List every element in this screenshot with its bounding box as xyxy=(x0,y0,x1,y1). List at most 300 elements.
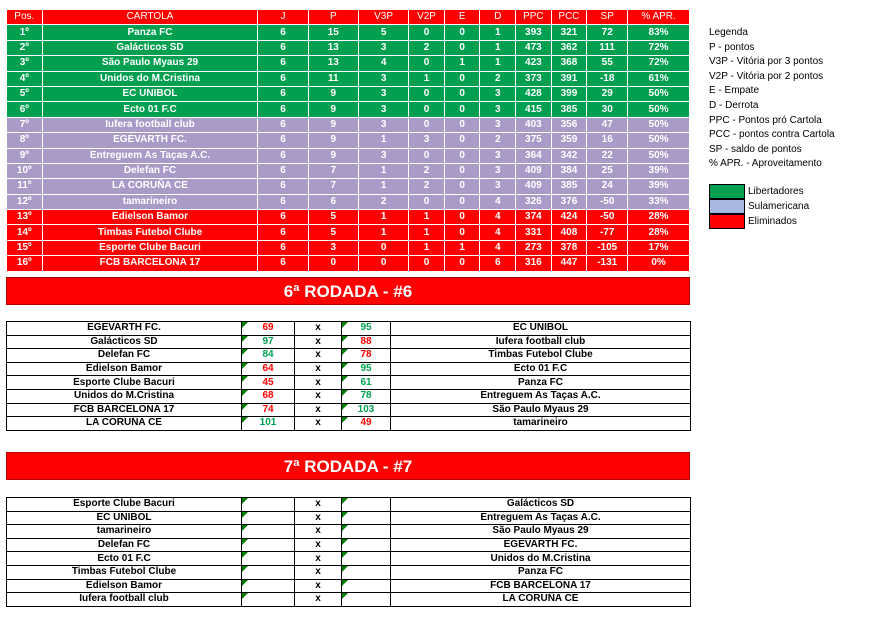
standings-row xyxy=(7,225,690,240)
legend-item: E - Empate xyxy=(709,85,760,97)
standings-cell: 4º xyxy=(7,71,43,86)
home-team: LA CORUÑA CE xyxy=(7,417,242,431)
home-team: Edielson Bamor xyxy=(7,579,242,593)
standings-cell: 384 xyxy=(551,163,587,178)
standings-cell: 9 xyxy=(308,102,358,117)
standings-cell: 0 xyxy=(444,179,480,194)
zone-legend-row xyxy=(709,214,809,229)
team-name-cell: EGEVARTH FC. xyxy=(42,133,258,148)
standings-cell: 6 xyxy=(258,148,308,163)
standings-header-cell: V2P xyxy=(409,10,445,25)
home-team: FCB BARCELONA 17 xyxy=(7,403,242,417)
round6-matches-table xyxy=(6,321,691,431)
away-team: São Paulo Myaus 29 xyxy=(391,403,691,417)
standings-cell: 9 xyxy=(308,86,358,101)
standings-cell: 3 xyxy=(480,179,516,194)
legend-title: Legenda xyxy=(709,27,748,38)
legend xyxy=(709,26,835,172)
team-name-cell: Panza FC xyxy=(42,25,258,40)
standings-cell: 0 xyxy=(308,256,358,271)
standings-cell: 0 xyxy=(444,163,480,178)
away-team: Iufera football club xyxy=(391,335,691,349)
team-name-cell: FCB BARCELONA 17 xyxy=(42,256,258,271)
standings-cell: -131 xyxy=(587,256,628,271)
away-score: 78 xyxy=(342,349,391,363)
away-score: 49 xyxy=(342,417,391,431)
standings-cell: 362 xyxy=(551,40,587,55)
away-team: Panza FC xyxy=(391,376,691,390)
match-row xyxy=(7,593,691,607)
standings-cell: 0 xyxy=(444,210,480,225)
legend-item: V2P - Vitória por 2 pontos xyxy=(709,70,824,82)
team-name-cell: LA CORUÑA CE xyxy=(42,179,258,194)
standings-cell: 6 xyxy=(258,71,308,86)
standings-cell: 409 xyxy=(516,179,552,194)
standings-cell: 0 xyxy=(409,56,445,71)
standings-cell: 13 xyxy=(308,56,358,71)
standings-cell: 326 xyxy=(516,194,552,209)
standings-cell: 22 xyxy=(587,148,628,163)
zone-legend-row xyxy=(709,184,809,199)
standings-cell: 50% xyxy=(628,133,690,148)
standings-cell: 6 xyxy=(258,102,308,117)
standings-cell: 423 xyxy=(516,56,552,71)
zone-label: Libertadores xyxy=(748,186,804,197)
legend-item: PCC - pontos contra Cartola xyxy=(709,129,835,141)
standings-cell: 378 xyxy=(551,240,587,255)
standings-cell: 6 xyxy=(258,133,308,148)
standings-cell: 47 xyxy=(587,117,628,132)
away-score: 78 xyxy=(342,389,391,403)
away-team: EC UNIBOL xyxy=(391,322,691,336)
standings-cell: 24 xyxy=(587,179,628,194)
zone-color-swatch xyxy=(709,184,745,199)
team-name-cell: Entreguem As Taças A.C. xyxy=(42,148,258,163)
standings-row xyxy=(7,56,690,71)
standings-cell: 1 xyxy=(358,210,408,225)
match-row xyxy=(7,362,691,376)
standings-cell: 5 xyxy=(308,210,358,225)
standings-cell: 11º xyxy=(7,179,43,194)
versus-label: x xyxy=(295,525,342,539)
standings-cell: 3 xyxy=(480,148,516,163)
home-score xyxy=(242,565,295,579)
away-score xyxy=(342,498,391,512)
home-score xyxy=(242,593,295,607)
standings-cell: -105 xyxy=(587,240,628,255)
standings-cell: 8º xyxy=(7,133,43,148)
standings-cell: 356 xyxy=(551,117,587,132)
standings-cell: 0 xyxy=(358,240,408,255)
standings-row xyxy=(7,133,690,148)
standings-cell: 30 xyxy=(587,102,628,117)
standings-cell: 2 xyxy=(409,40,445,55)
standings-cell: 0 xyxy=(409,86,445,101)
home-score xyxy=(242,579,295,593)
standings-cell: 359 xyxy=(551,133,587,148)
standings-header-cell: J xyxy=(258,10,308,25)
round6-banner: 6ª RODADA - #6 xyxy=(6,277,690,305)
home-team: Galácticos SD xyxy=(7,335,242,349)
home-team: Ecto 01 F.C xyxy=(7,552,242,566)
home-team: tamarineiro xyxy=(7,525,242,539)
legend-item: V3P - Vitória por 3 pontos xyxy=(709,56,824,68)
standings-cell: 273 xyxy=(516,240,552,255)
standings-cell: 4 xyxy=(480,210,516,225)
team-name-cell: Ecto 01 F.C xyxy=(42,102,258,117)
standings-cell: 6 xyxy=(258,225,308,240)
match-row xyxy=(7,538,691,552)
match-row xyxy=(7,389,691,403)
standings-cell: 33% xyxy=(628,194,690,209)
standings-row xyxy=(7,210,690,225)
standings-cell: 1 xyxy=(358,163,408,178)
standings-cell: 6 xyxy=(258,86,308,101)
away-score xyxy=(342,538,391,552)
standings-cell: 6 xyxy=(258,163,308,178)
team-name-cell: tamarineiro xyxy=(42,194,258,209)
home-team: Esporte Clube Bacuri xyxy=(7,376,242,390)
standings-cell: 0 xyxy=(409,194,445,209)
standings-cell: 61% xyxy=(628,71,690,86)
match-row xyxy=(7,322,691,336)
standings-cell: 6 xyxy=(258,210,308,225)
standings-cell: 0 xyxy=(409,148,445,163)
standings-cell: 6 xyxy=(308,194,358,209)
home-team: EGEVARTH FC. xyxy=(7,322,242,336)
standings-cell: 374 xyxy=(516,210,552,225)
standings-cell: 0 xyxy=(444,117,480,132)
versus-label: x xyxy=(295,552,342,566)
away-score xyxy=(342,511,391,525)
away-team: Entreguem As Taças A.C. xyxy=(391,389,691,403)
away-score: 95 xyxy=(342,362,391,376)
standings-header-cell: PPC xyxy=(516,10,552,25)
team-name-cell: Edielson Bamor xyxy=(42,210,258,225)
home-score: 74 xyxy=(242,403,295,417)
team-name-cell: São Paulo Myaus 29 xyxy=(42,56,258,71)
home-score xyxy=(242,552,295,566)
standings-cell: 428 xyxy=(516,86,552,101)
standings-cell: 1 xyxy=(480,56,516,71)
standings-cell: 9 xyxy=(308,148,358,163)
standings-cell: 3 xyxy=(480,102,516,117)
standings-header-row xyxy=(7,10,690,25)
zone-label: Eliminados xyxy=(748,216,797,227)
home-score: 97 xyxy=(242,335,295,349)
standings-header-cell: E xyxy=(444,10,480,25)
standings-row xyxy=(7,40,690,55)
match-row xyxy=(7,403,691,417)
legend-item: P - pontos xyxy=(709,41,755,53)
standings-cell: 6 xyxy=(258,25,308,40)
versus-label: x xyxy=(295,376,342,390)
home-team: Delefan FC xyxy=(7,538,242,552)
standings-row xyxy=(7,71,690,86)
versus-label: x xyxy=(295,498,342,512)
match-row xyxy=(7,579,691,593)
match-row xyxy=(7,376,691,390)
standings-cell: 321 xyxy=(551,25,587,40)
standings-cell: 1 xyxy=(480,40,516,55)
standings-cell: 13 xyxy=(308,40,358,55)
versus-label: x xyxy=(295,349,342,363)
standings-cell: 408 xyxy=(551,225,587,240)
standings-table xyxy=(6,9,690,272)
standings-cell: 1 xyxy=(409,240,445,255)
standings-cell: 3 xyxy=(358,148,408,163)
standings-cell: 4 xyxy=(480,225,516,240)
standings-cell: 7 xyxy=(308,163,358,178)
standings-cell: 72% xyxy=(628,56,690,71)
team-name-cell: Iufera football club xyxy=(42,117,258,132)
zone-legend-row xyxy=(709,199,809,214)
match-row xyxy=(7,511,691,525)
standings-cell: 6 xyxy=(258,256,308,271)
standings-cell: 28% xyxy=(628,210,690,225)
standings-cell: 447 xyxy=(551,256,587,271)
standings-cell: 0 xyxy=(444,25,480,40)
away-team: Panza FC xyxy=(391,565,691,579)
away-team: Galácticos SD xyxy=(391,498,691,512)
zone-color-swatch xyxy=(709,214,745,229)
versus-label: x xyxy=(295,389,342,403)
standings-cell: 1 xyxy=(409,210,445,225)
standings-cell: 393 xyxy=(516,25,552,40)
standings-cell: 4 xyxy=(480,194,516,209)
legend-item: SP - saldo de pontos xyxy=(709,143,802,155)
standings-cell: 72 xyxy=(587,25,628,40)
match-row xyxy=(7,552,691,566)
standings-cell: 39% xyxy=(628,179,690,194)
standings-cell: 7º xyxy=(7,117,43,132)
standings-row xyxy=(7,86,690,101)
standings-cell: 4 xyxy=(358,56,408,71)
standings-cell: 1 xyxy=(444,240,480,255)
home-score: 101 xyxy=(242,417,295,431)
away-score xyxy=(342,593,391,607)
standings-cell: 2 xyxy=(480,71,516,86)
standings-cell: 368 xyxy=(551,56,587,71)
standings-cell: 1 xyxy=(444,56,480,71)
standings-cell: 415 xyxy=(516,102,552,117)
versus-label: x xyxy=(295,579,342,593)
standings-cell: 331 xyxy=(516,225,552,240)
standings-cell: 0 xyxy=(409,25,445,40)
home-team: Edielson Bamor xyxy=(7,362,242,376)
away-team: FCB BARCELONA 17 xyxy=(391,579,691,593)
standings-cell: 2 xyxy=(358,194,408,209)
standings-cell: 16º xyxy=(7,256,43,271)
standings-cell: 39% xyxy=(628,163,690,178)
away-team: LA CORUÑA CE xyxy=(391,593,691,607)
home-score: 68 xyxy=(242,389,295,403)
home-team: Delefan FC xyxy=(7,349,242,363)
standings-cell: -50 xyxy=(587,194,628,209)
standings-cell: 29 xyxy=(587,86,628,101)
home-score xyxy=(242,498,295,512)
standings-cell: 373 xyxy=(516,71,552,86)
standings-cell: 13º xyxy=(7,210,43,225)
home-score: 84 xyxy=(242,349,295,363)
standings-cell: 375 xyxy=(516,133,552,148)
home-score: 45 xyxy=(242,376,295,390)
standings-cell: 473 xyxy=(516,40,552,55)
versus-label: x xyxy=(295,362,342,376)
standings-cell: 1º xyxy=(7,25,43,40)
round7-matches-table xyxy=(6,497,691,607)
home-score: 64 xyxy=(242,362,295,376)
standings-row xyxy=(7,25,690,40)
standings-cell: 6 xyxy=(258,56,308,71)
legend-item: % APR. - Aproveitamento xyxy=(709,158,822,170)
match-row xyxy=(7,565,691,579)
versus-label: x xyxy=(295,511,342,525)
standings-cell: 0 xyxy=(409,102,445,117)
round7-banner: 7ª RODADA - #7 xyxy=(6,452,690,480)
standings-row xyxy=(7,256,690,271)
standings-cell: 0 xyxy=(409,117,445,132)
standings-cell: 50% xyxy=(628,148,690,163)
standings-cell: 55 xyxy=(587,56,628,71)
standings-cell: 1 xyxy=(358,225,408,240)
versus-label: x xyxy=(295,322,342,336)
standings-cell: 1 xyxy=(358,179,408,194)
standings-cell: 0 xyxy=(444,86,480,101)
standings-cell: 5 xyxy=(308,225,358,240)
standings-row xyxy=(7,179,690,194)
standings-cell: 6 xyxy=(258,240,308,255)
standings-cell: -50 xyxy=(587,210,628,225)
standings-cell: 2 xyxy=(480,133,516,148)
standings-cell: 2 xyxy=(409,163,445,178)
standings-row xyxy=(7,194,690,209)
away-score: 88 xyxy=(342,335,391,349)
standings-header-cell: PCC xyxy=(551,10,587,25)
standings-cell: 2 xyxy=(409,179,445,194)
standings-cell: -77 xyxy=(587,225,628,240)
standings-cell: 15 xyxy=(308,25,358,40)
standings-cell: 15º xyxy=(7,240,43,255)
match-row xyxy=(7,525,691,539)
standings-cell: 385 xyxy=(551,102,587,117)
standings-cell: 5º xyxy=(7,86,43,101)
standings-cell: 1 xyxy=(358,133,408,148)
versus-label: x xyxy=(295,417,342,431)
away-team: Entreguem As Taças A.C. xyxy=(391,511,691,525)
standings-cell: 1 xyxy=(480,25,516,40)
standings-cell: 25 xyxy=(587,163,628,178)
zone-label: Sulamericana xyxy=(748,201,810,212)
away-team: tamarineiro xyxy=(391,417,691,431)
home-team: Esporte Clube Bacuri xyxy=(7,498,242,512)
standings-cell: 9 xyxy=(308,117,358,132)
team-name-cell: Delefan FC xyxy=(42,163,258,178)
standings-cell: 3 xyxy=(358,102,408,117)
away-score xyxy=(342,552,391,566)
standings-cell: 3º xyxy=(7,56,43,71)
standings-cell: 3 xyxy=(409,133,445,148)
standings-cell: 399 xyxy=(551,86,587,101)
standings-cell: 10º xyxy=(7,163,43,178)
away-score xyxy=(342,579,391,593)
standings-header-cell: Pos. xyxy=(7,10,43,25)
standings-cell: 50% xyxy=(628,117,690,132)
versus-label: x xyxy=(295,403,342,417)
home-team: Timbas Futebol Clube xyxy=(7,565,242,579)
away-team: Unidos do M.Cristina xyxy=(391,552,691,566)
standings-cell: 16 xyxy=(587,133,628,148)
standings-row xyxy=(7,117,690,132)
standings-cell: 5 xyxy=(358,25,408,40)
standings-cell: 9º xyxy=(7,148,43,163)
standings-cell: 3 xyxy=(358,40,408,55)
standings-cell: 424 xyxy=(551,210,587,225)
standings-cell: 6 xyxy=(258,179,308,194)
standings-header-cell: CARTOLA xyxy=(42,10,258,25)
standings-cell: 0 xyxy=(444,102,480,117)
zone-legend xyxy=(709,184,809,229)
home-score: 69 xyxy=(242,322,295,336)
standings-cell: 0 xyxy=(444,71,480,86)
standings-cell: 3 xyxy=(308,240,358,255)
versus-label: x xyxy=(295,538,342,552)
standings-cell: 83% xyxy=(628,25,690,40)
standings-cell: 342 xyxy=(551,148,587,163)
standings-cell: 0% xyxy=(628,256,690,271)
standings-cell: 403 xyxy=(516,117,552,132)
standings-cell: 3 xyxy=(480,163,516,178)
standings-cell: 17% xyxy=(628,240,690,255)
match-row xyxy=(7,349,691,363)
home-score xyxy=(242,538,295,552)
team-name-cell: Timbas Futebol Clube xyxy=(42,225,258,240)
standings-cell: 6 xyxy=(258,40,308,55)
standings-cell: 0 xyxy=(444,40,480,55)
standings-cell: 6 xyxy=(480,256,516,271)
standings-header-cell: V3P xyxy=(358,10,408,25)
standings-cell: 50% xyxy=(628,102,690,117)
standings-row xyxy=(7,102,690,117)
standings-cell: 1 xyxy=(409,225,445,240)
standings-cell: 2º xyxy=(7,40,43,55)
standings-cell: 3 xyxy=(480,117,516,132)
home-team: EC UNIBOL xyxy=(7,511,242,525)
match-row xyxy=(7,498,691,512)
standings-cell: 3 xyxy=(358,86,408,101)
away-score xyxy=(342,525,391,539)
standings-cell: 0 xyxy=(409,256,445,271)
standings-cell: 6 xyxy=(258,117,308,132)
standings-cell: 6 xyxy=(258,194,308,209)
standings-cell: 3 xyxy=(358,71,408,86)
standings-row xyxy=(7,148,690,163)
standings-cell: -18 xyxy=(587,71,628,86)
versus-label: x xyxy=(295,335,342,349)
standings-cell: 6º xyxy=(7,102,43,117)
standings-cell: 11 xyxy=(308,71,358,86)
standings-cell: 7 xyxy=(308,179,358,194)
match-row xyxy=(7,417,691,431)
versus-label: x xyxy=(295,593,342,607)
standings-cell: 14º xyxy=(7,225,43,240)
away-score xyxy=(342,565,391,579)
standings-cell: 0 xyxy=(444,133,480,148)
standings-cell: 4 xyxy=(480,240,516,255)
standings-cell: 50% xyxy=(628,86,690,101)
standings-cell: 0 xyxy=(444,225,480,240)
away-team: Timbas Futebol Clube xyxy=(391,349,691,363)
